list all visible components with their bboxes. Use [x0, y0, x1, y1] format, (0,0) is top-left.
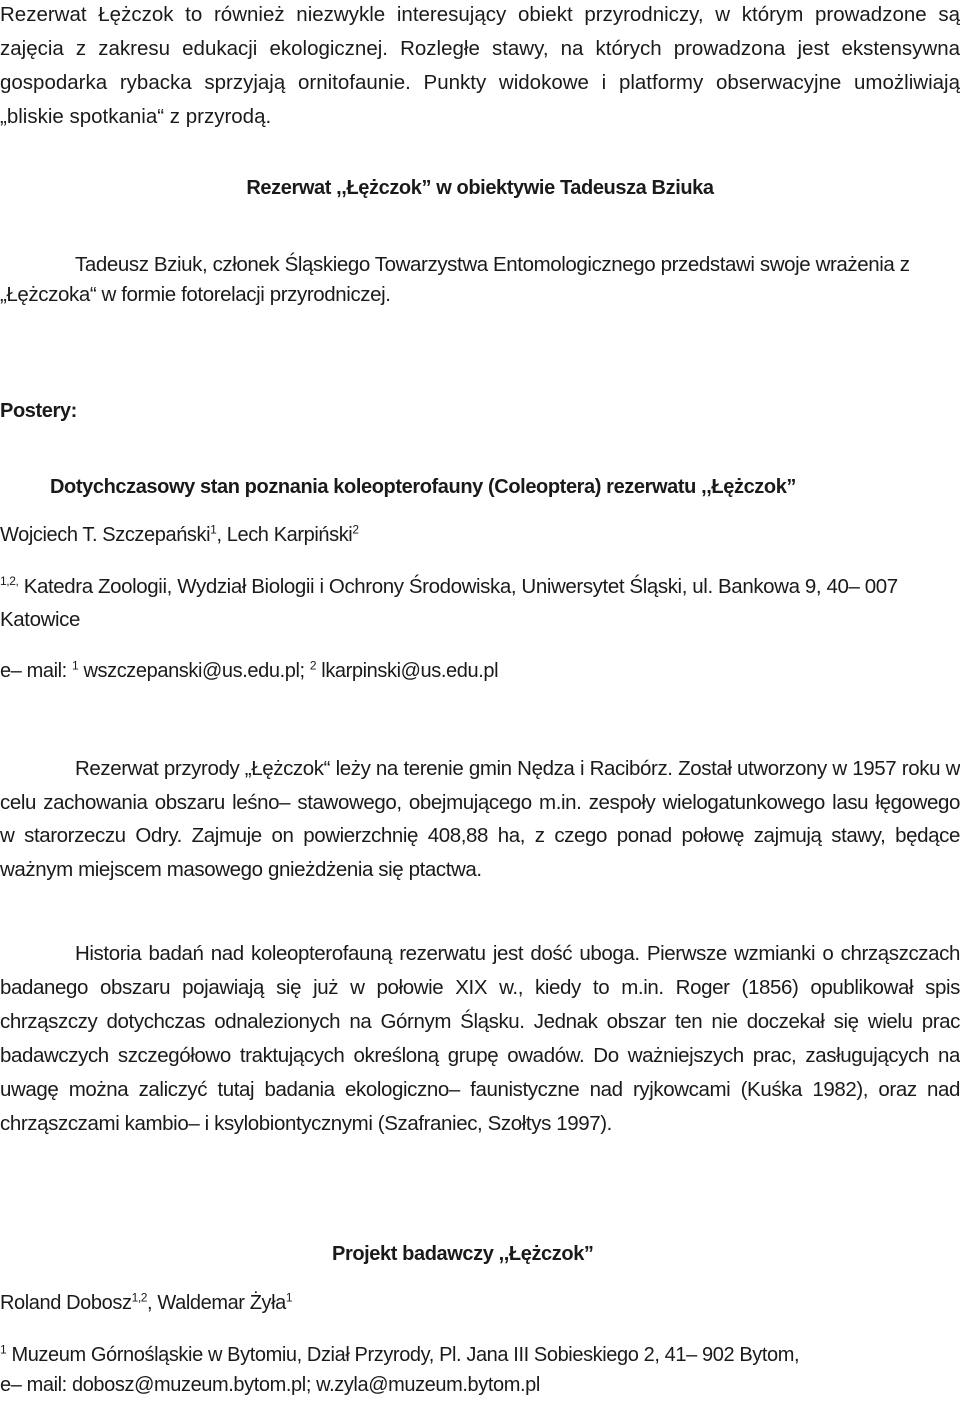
- intro-paragraph: Rezerwat Łężczok to również niezwykle interesujący obiekt przyrodniczy, w którym prowadzone są zajęcia z zakresu edukacji ekologicznej. Rozległe stawy, na których prowadzona jest ekstensywna gospodarka rybacka sprzyjają ornitofaunie. Punkty widokowe i platformy obserwacyjne umożliwiają „bliskie spotkania“ z przyrodą.: [0, 3, 960, 128]
- project-author2: Waldemar Żyła: [157, 1292, 286, 1314]
- posters-heading: Postery:: [0, 400, 77, 422]
- poster1-email1-sup: 1: [72, 658, 79, 673]
- poster1-email1[interactable]: wszczepanski@us.edu.pl;: [83, 660, 310, 682]
- poster1-email-label: e– mail:: [0, 660, 72, 682]
- project-affiliation-sup: 1: [0, 1342, 7, 1357]
- poster1-author2-sup: 2: [352, 522, 359, 537]
- poster1-affiliation-sup: 1,2,: [0, 574, 19, 589]
- poster1-affiliation: Katedra Zoologii, Wydział Biologii i Ochrony Środowiska, Uniwersytet Śląski, ul. Bankowa 9, 40– 007 Katowice: [0, 575, 898, 631]
- project-author2-sup: 1: [285, 1290, 293, 1305]
- poster1-affiliation-block: [0, 570, 960, 636]
- project-author1: Roland Dobosz: [0, 1292, 132, 1314]
- photo-talk-text: Tadeusz Bziuk, członek Śląskiego Towarzystwa Entomologicznego przedstawi swoje wrażenia z „Łężczoka“ w formie fotorelacji przyrodniczej.: [0, 253, 910, 306]
- poster1-email2-sup: 2: [309, 658, 317, 673]
- project-author-separator: ,: [147, 1292, 158, 1314]
- project-authors: [0, 1289, 292, 1317]
- poster1-author-separator: ,: [216, 524, 227, 546]
- poster1-email2[interactable]: lkarpinski@us.edu.pl: [321, 660, 499, 682]
- photo-talk-title: Rezerwat ,,Łężczok” w obiektywie Tadeusza Bziuka: [246, 177, 714, 199]
- poster1-authors: [0, 521, 359, 549]
- poster1-author2: Lech Karpiński: [226, 524, 353, 546]
- poster1-email-line: [0, 657, 498, 685]
- project-title: Projekt badawczy ,,Łężczok”: [332, 1243, 594, 1265]
- poster1-paragraph-1: Rezerwat przyrody „Łężczok“ leży na terenie gmin Nędza i Racibórz. Został utworzony w 1957 roku w celu zachowania obszaru leśno– stawowego, obejmującego m.in. zespoły wielogatunkowego lasu łęgowego w starorzeczu Odry. Zajmuje on powierzchnię 408,88 ha, z czego ponad połowę zajmują stawy, będące ważnym miejscem masowego gnieżdżenia się ptactwa.: [0, 757, 960, 881]
- poster1-paragraph-2: Historia badań nad koleopterofauną rezerwatu jest dość uboga. Pierwsze wzmianki o chrząszczach badanego obszaru pojawiają się już w połowie XIX w., kiedy to m.in. Roger (1856) opublikował spis chrząszczy dotychczas odnalezionych na Górnym Śląsku. Jednak obszar ten nie doczekał się wielu prac badawczych szczegółowo traktujących określoną grupę owadów. Do ważniejszych prac, zasługujących na uwagę można zaliczyć tutaj badania ekologiczno– faunistyczne nad ryjkowcami (Kuśka 1982), oraz nad chrząszczami kambio– i ksylobiontycznymi (Szafraniec, Szołtys 1997).: [0, 942, 960, 1135]
- poster1-author1: Wojciech T. Szczepański: [0, 524, 211, 546]
- project-affiliation: Muzeum Górnośląskie w Bytomiu, Dział Przyrody, Pl. Jana III Sobieskiego 2, 41– 902 Bytom,: [6, 1344, 800, 1366]
- poster1-author1-sup: 1: [210, 522, 217, 537]
- project-affiliation-line: [0, 1341, 799, 1369]
- project-author1-sup: 1,2: [131, 1290, 148, 1305]
- poster1-title: Dotychczasowy stan poznania koleopterofauny (Coleoptera) rezerwatu ,,Łężczok”: [50, 476, 797, 498]
- project-email-line: e– mail: dobosz@muzeum.bytom.pl; w.zyla@muzeum.bytom.pl: [0, 1374, 540, 1396]
